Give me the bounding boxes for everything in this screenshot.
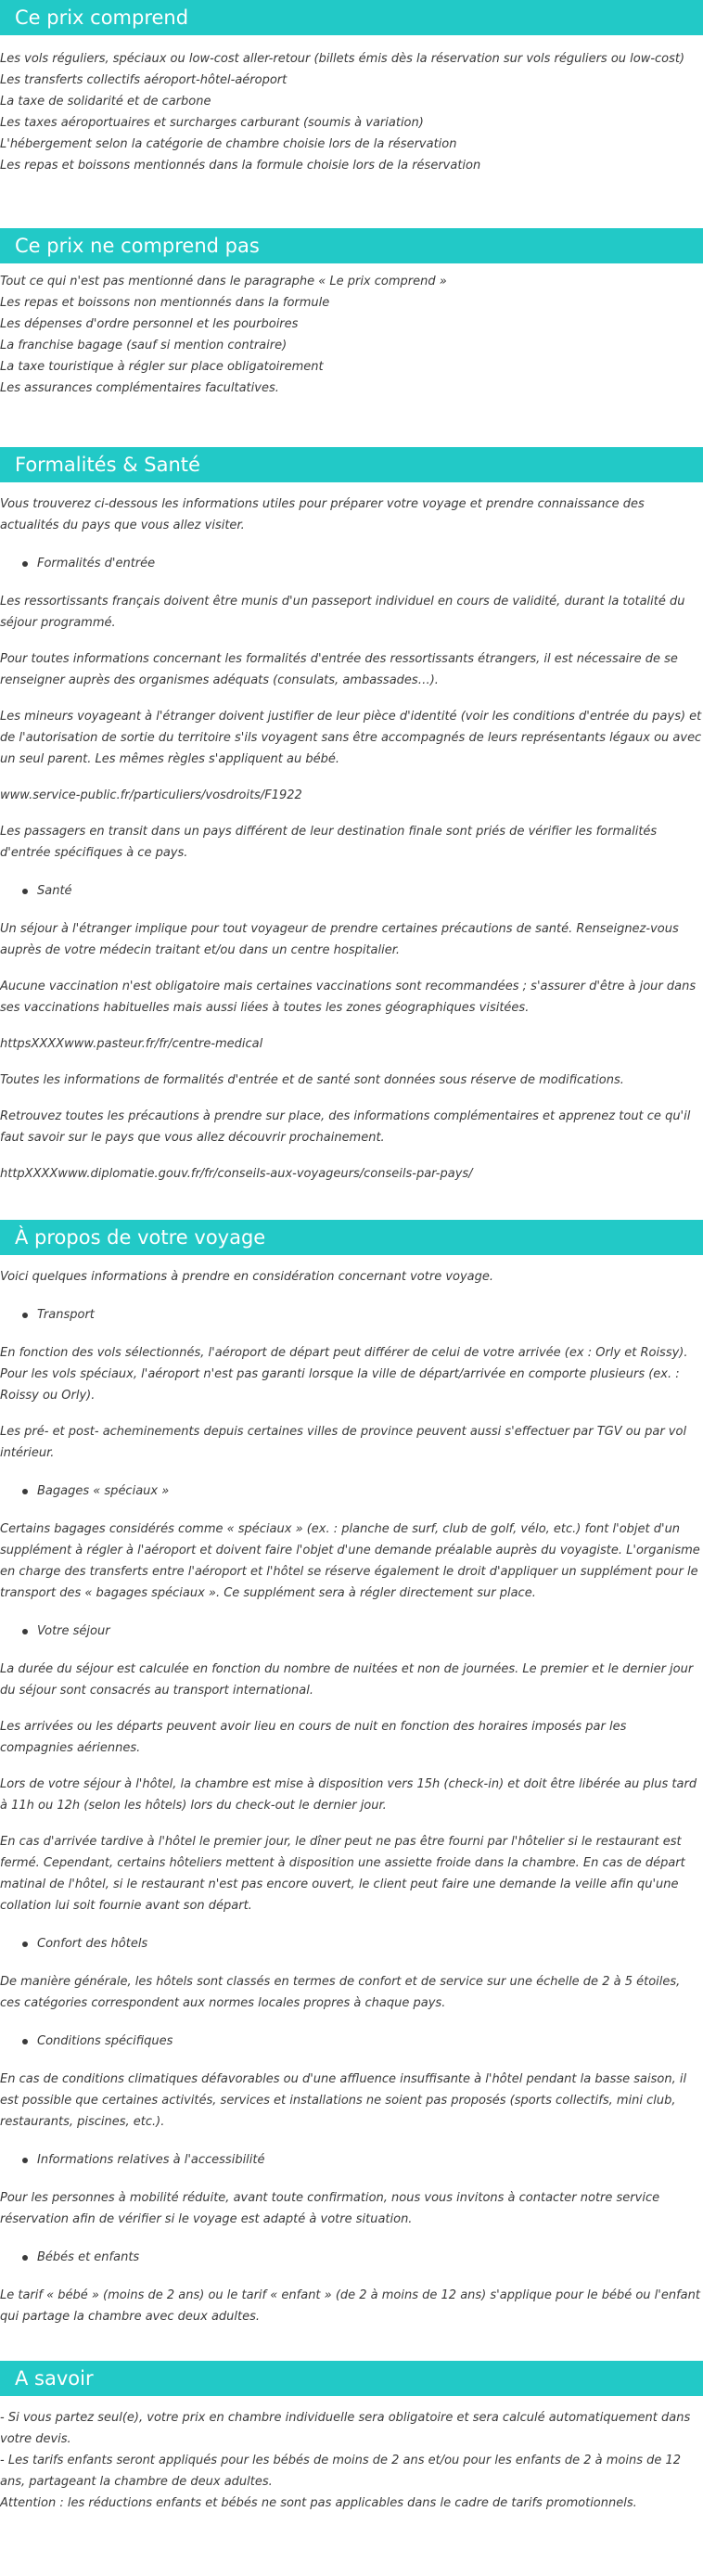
bullet-item xyxy=(37,2247,703,2268)
link-url[interactable]: httpXXXXwww.diplomatie.gouv.fr/fr/conseils-aux-voyageurs/conseils-par-pays/ xyxy=(0,1167,473,1181)
list-item: Les taxes aéroportuaires et surcharges carburant (soumis à variation) xyxy=(0,116,424,130)
bullet-label: Transport xyxy=(37,1308,95,1322)
section-title: A savoir xyxy=(0,2361,703,2396)
bullet-label: Santé xyxy=(37,884,72,898)
paragraph: Certains bagages considérés comme « spéciaux » (ex. : planche de surf, club de golf, vélo, etc.) font l'objet d'un supplément à régler à l'aéroport et doivent faire l'objet d'une demande préalable auprès du voyagiste. L'organisme en charge des transferts entre l'aéroport et l'hôtel se réserve également le droit d'appliquer un supplément pour le transport des « bagages spéciaux ». Ce supplément sera à régler directement sur place. xyxy=(0,1522,700,1600)
bullet-label: Votre séjour xyxy=(37,1624,110,1638)
paragraph: Toutes les informations de formalités d'entrée et de santé sont données sous réserve de modifications. xyxy=(0,1073,624,1087)
paragraph: Les passagers en transit dans un pays différent de leur destination finale sont priés de vérifier les formalités d'entrée spécifiques à ce pays. xyxy=(0,825,658,860)
section-title: Formalités & Santé xyxy=(0,447,703,482)
paragraph: La durée du séjour est calculée en fonction du nombre de nuitées et non de journées. Le premier et le dernier jour du séjour sont consacrés au transport international. xyxy=(0,1662,694,1698)
paragraph: En cas de conditions climatiques défavorables ou d'une affluence insuffisante à l'hôtel pendant la basse saison, il est possible que certaines activités, services et installations ne soient pas proposés (sports collectifs, mini club, restaurants, piscines, etc.). xyxy=(0,2072,687,2129)
bullet-label: Bébés et enfants xyxy=(37,2250,140,2264)
paragraph: - Les tarifs enfants seront appliqués pour les bébés de moins de 2 ans et/ou pour les enfants de 2 à moins de 12 ans, partageant la chambre de deux adultes. xyxy=(0,2454,682,2489)
list-item: L'hébergement selon la catégorie de chambre choisie lors de la réservation xyxy=(0,137,457,151)
paragraph: Aucune vaccination n'est obligatoire mais certaines vaccinations sont recommandées ; s'assurer d'être à jour dans ses vaccinations habituelles mais aussi liées à toutes les zones géographiques visitées. xyxy=(0,980,697,1015)
bullet-item xyxy=(37,553,703,574)
paragraph: Vous trouverez ci-dessous les informations utiles pour préparer votre voyage et prendre connaissance des actualités du pays que vous allez visiter. xyxy=(0,497,645,532)
section-title: À propos de votre voyage xyxy=(0,1220,703,1255)
list-item: Les assurances complémentaires facultatives. xyxy=(0,381,279,395)
list-item: Les vols réguliers, spéciaux ou low-cost aller-retour (billets émis dès la réservation sur vols réguliers ou low-cost) xyxy=(0,52,685,66)
asavoir-body xyxy=(0,2396,703,2514)
bullet-label: Conditions spécifiques xyxy=(37,2034,173,2048)
list-item: La taxe de solidarité et de carbone xyxy=(0,95,211,109)
bullet-dot xyxy=(22,1489,28,1494)
paragraph: Pour toutes informations concernant les formalités d'entrée des ressortissants étrangers, il est nécessaire de se renseigner auprès des organismes adéquats (consulats, ambassades…). xyxy=(0,652,678,687)
paragraph: Les pré- et post- acheminements depuis certaines villes de province peuvent aussi s'effectuer par TGV ou par vol intérieur. xyxy=(0,1425,687,1460)
link-url[interactable]: www.service-public.fr/particuliers/vosdroits/F1922 xyxy=(0,788,302,802)
bullet-label: Confort des hôtels xyxy=(37,1937,148,1951)
list-item: La franchise bagage (sauf si mention contraire) xyxy=(0,339,288,352)
bullet-label: Informations relatives à l'accessibilité xyxy=(37,2153,265,2167)
list-item: Les repas et boissons non mentionnés dans la formule xyxy=(0,296,330,310)
paragraph: Les ressortissants français doivent être munis d'un passeport individuel en cours de validité, durant la totalité du séjour programmé. xyxy=(0,595,685,630)
formalites-body xyxy=(0,493,703,1185)
section-prix-comprend xyxy=(0,0,703,176)
bullet-item xyxy=(37,2149,703,2171)
bullet-dot xyxy=(22,1942,28,1947)
list-item: Les transferts collectifs aéroport-hôtel-aéroport xyxy=(0,73,288,87)
bullet-item xyxy=(37,1933,703,1954)
paragraph: Le tarif « bébé » (moins de 2 ans) ou le tarif « enfant » (de 2 à moins de 12 ans) s'applique pour le bébé ou l'enfant qui partage la chambre avec deux adultes. xyxy=(0,2288,700,2324)
bullet-dot xyxy=(22,561,28,567)
list-item: Les repas et boissons mentionnés dans la formule choisie lors de la réservation xyxy=(0,159,481,173)
bullet-item xyxy=(37,1480,703,1502)
paragraph: Un séjour à l'étranger implique pour tout voyageur de prendre certaines précautions de santé. Renseignez-vous auprès de votre médecin traitant et/ou dans un centre hospitalier. xyxy=(0,922,679,957)
paragraph: Retrouvez toutes les précautions à prendre sur place, des informations complémentaires et apprenez tout ce qu'il faut savoir sur le pays que vous allez découvrir prochainement. xyxy=(0,1109,691,1145)
bullet-dot xyxy=(22,2255,28,2261)
paragraph: Pour les personnes à mobilité réduite, avant toute confirmation, nous vous invitons à contacter notre service réservation afin de vérifier si le voyage est adapté à votre situation. xyxy=(0,2191,660,2226)
included-list xyxy=(0,35,703,176)
paragraph: De manière générale, les hôtels sont classés en termes de confort et de service sur une échelle de 2 à 5 étoiles, ces catégories correspondent aux normes locales propres à chaque pays. xyxy=(0,1975,681,2010)
list-item: Les dépenses d'ordre personnel et les pourboires xyxy=(0,317,299,331)
paragraph: Les mineurs voyageant à l'étranger doivent justifier de leur pièce d'identité (voir les conditions d'entrée du pays) et de l'autorisation de sortie du territoire s'ils voyagent sans être accompagnés de leurs représentants légaux ou avec un seul parent. Les mêmes règles s'appliquent au bébé. xyxy=(0,710,702,766)
section-formalites-sante xyxy=(0,447,703,1185)
bullet-item xyxy=(37,880,703,902)
section-title: Ce prix ne comprend pas xyxy=(0,228,703,263)
bullet-label: Formalités d'entrée xyxy=(37,557,156,570)
section-a-savoir xyxy=(0,2361,703,2514)
paragraph: En cas d'arrivée tardive à l'hôtel le premier jour, le dîner peut ne pas être fourni par l'hôtelier si le restaurant est fermé. Cependant, certains hôteliers mettent à disposition une assiette froide dans la chambre. En cas de départ matinal de l'hôtel, si le restaurant n'est pas encore ouvert, le client peut faire une demande la veille afin qu'une collation lui soit fournie avant son départ. xyxy=(0,1835,685,1913)
bullet-label: Bagages « spéciaux » xyxy=(37,1484,170,1498)
bullet-dot xyxy=(22,2158,28,2163)
section-a-propos xyxy=(0,1220,703,2327)
section-prix-ne-comprend-pas xyxy=(0,228,703,399)
paragraph: Les arrivées ou les départs peuvent avoir lieu en cours de nuit en fonction des horaires imposés par les compagnies aériennes. xyxy=(0,1720,627,1755)
list-item: La taxe touristique à régler sur place obligatoirement xyxy=(0,360,324,374)
bullet-item xyxy=(37,1304,703,1326)
bullet-dot xyxy=(22,1629,28,1634)
apropos-body xyxy=(0,1266,703,2327)
paragraph: En fonction des vols sélectionnés, l'aéroport de départ peut différer de celui de votre arrivée (ex : Orly et Roissy). Pour les vols spéciaux, l'aéroport n'est pas garanti lorsque la ville de départ/arrivée en comporte plusieurs (ex. : Roissy ou Orly). xyxy=(0,1346,688,1403)
bullet-dot xyxy=(22,1313,28,1318)
section-title: Ce prix comprend xyxy=(0,0,703,35)
list-item: Tout ce qui n'est pas mentionné dans le paragraphe « Le prix comprend » xyxy=(0,275,447,288)
paragraph: - Si vous partez seul(e), votre prix en chambre individuelle sera obligatoire et sera calculé automatiquement dans votre devis. xyxy=(0,2411,691,2446)
bullet-dot xyxy=(22,889,28,894)
paragraph: Lors de votre séjour à l'hôtel, la chambre est mise à disposition vers 15h (check-in) et doit être libérée au plus tard à 11h ou 12h (selon les hôtels) lors du check-out le dernier jour. xyxy=(0,1777,697,1813)
excluded-list xyxy=(0,263,703,399)
bullet-dot xyxy=(22,2039,28,2044)
link-url[interactable]: httpsXXXXwww.pasteur.fr/fr/centre-medical xyxy=(0,1037,263,1051)
paragraph: Voici quelques informations à prendre en considération concernant votre voyage. xyxy=(0,1270,494,1284)
bullet-item xyxy=(37,1621,703,1642)
bullet-item xyxy=(37,2031,703,2052)
paragraph: Attention : les réductions enfants et bébés ne sont pas applicables dans le cadre de tarifs promotionnels. xyxy=(0,2496,637,2510)
